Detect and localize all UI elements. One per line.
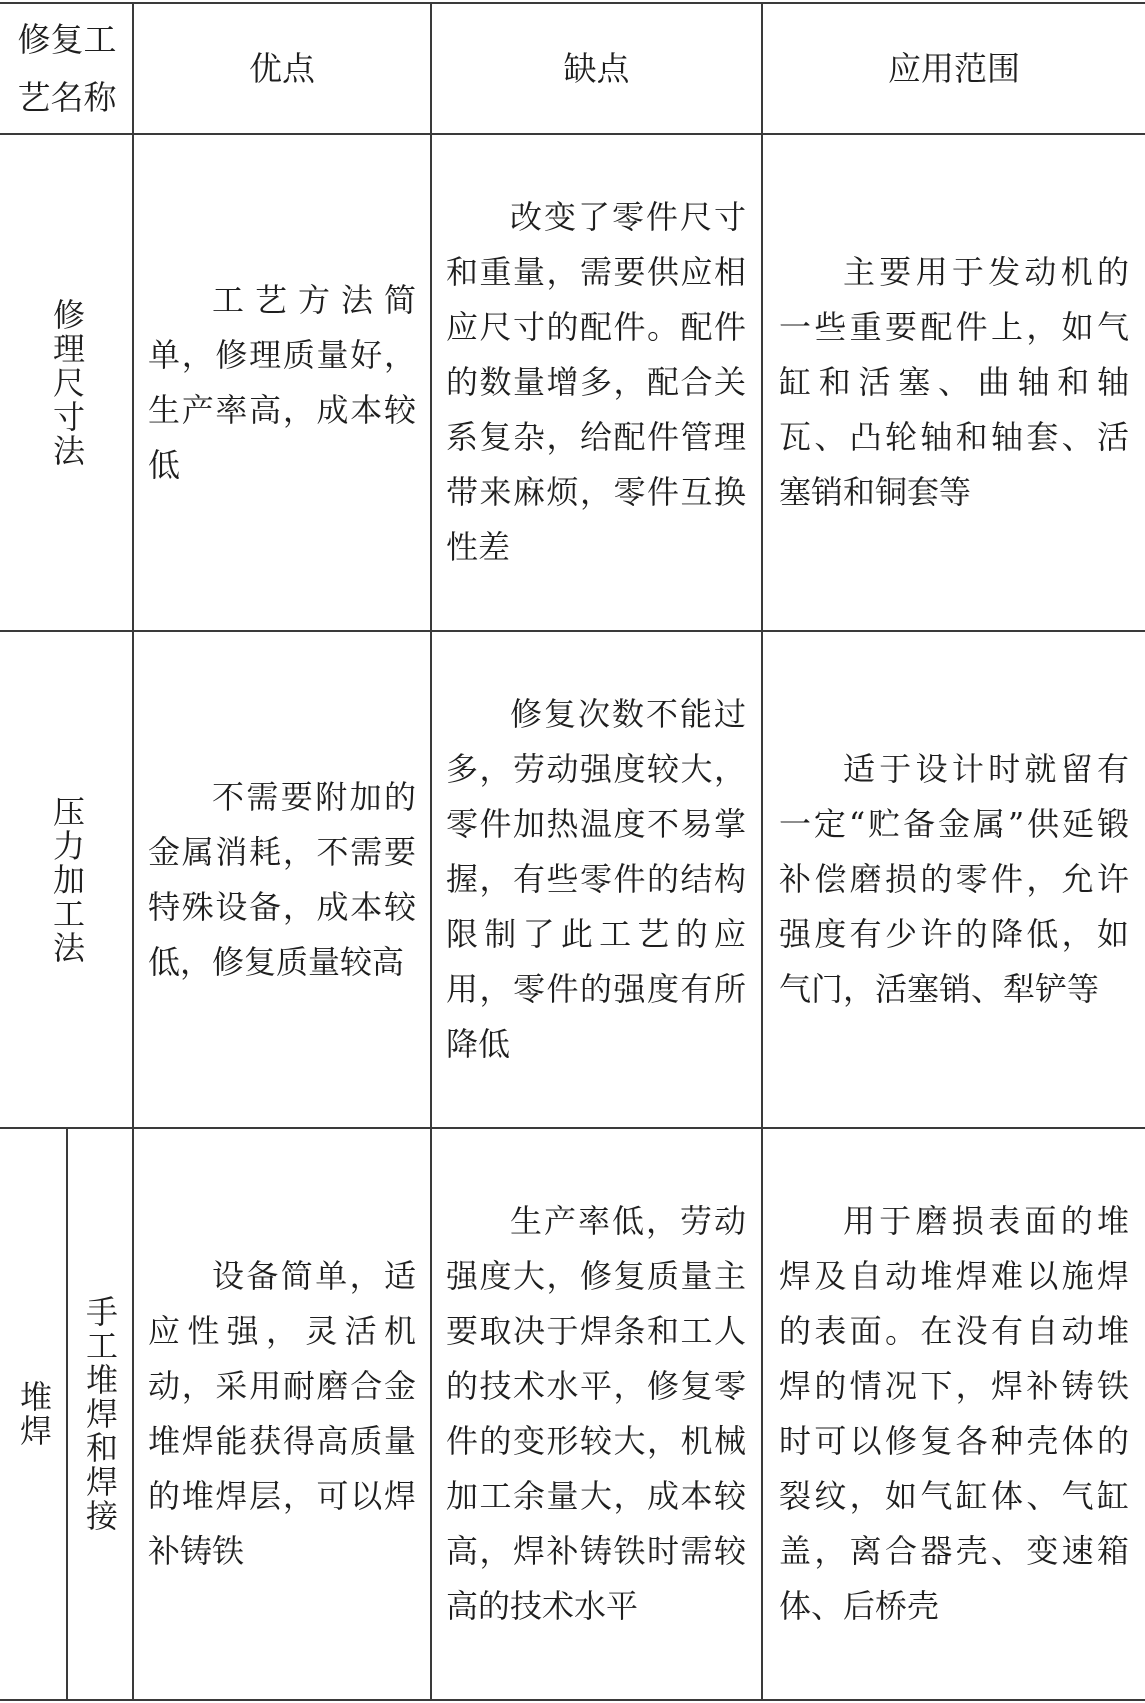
advantages-cell: [148, 135, 416, 630]
disadvantages-text: 改变了零件尺寸和重量，需要供应相应尺寸的配件。配件的数量增多，配合关系复杂，给配件管理带来麻烦，零件互换性差: [446, 198, 746, 566]
scope-cell: [779, 135, 1129, 630]
method-name: 手工堆焊和焊接: [81, 1295, 119, 1533]
header-cell: [2, 4, 132, 133]
disadvantages-text: 修复次数不能过多，劳动强度较大，零件加热温度不易掌握，有些零件的结构限制了此工艺的应用，零件的强度有所降低: [446, 695, 746, 1063]
table-rule: [761, 2, 763, 1701]
advantages-text: 不需要附加的金属消耗，不需要特殊设备，成本较低，修复质量较高: [148, 777, 416, 981]
scope-cell: [779, 1129, 1129, 1699]
group-cell: [2, 1129, 66, 1699]
advantages-text: 工艺方法简单，修理质量好，生产率高，成本较低: [148, 280, 416, 484]
method-name: 压力加工法: [48, 794, 86, 965]
scope-cell: [779, 632, 1129, 1127]
header-cell: [134, 4, 430, 133]
scope-text: 适于设计时就留有一定“贮备金属”供延锻补偿磨损的零件，允许强度有少许的降低，如气门，活塞销、犁铲等: [779, 750, 1129, 1008]
header-scope: 应用范围: [888, 48, 1020, 88]
advantages-text: 设备简单，适应性强，灵活机动，采用耐磨合金堆焊能获得高质量的堆焊层，可以焊补铸铁: [148, 1257, 416, 1570]
table-rule: [132, 2, 134, 1701]
header-cell: [432, 4, 761, 133]
group-name: 堆焊: [15, 1380, 53, 1448]
disadvantages-cell: [446, 632, 746, 1127]
disadvantages-cell: [446, 1129, 746, 1699]
disadvantages-cell: [446, 135, 746, 630]
advantages-cell: [148, 632, 416, 1127]
disadvantages-text: 生产率低，劳动强度大，修复质量主要取决于焊条和工人的技术水平，修复零件的变形较大，机械加工余量大，成本较高，焊补铸铁时需较高的技术水平: [446, 1202, 746, 1625]
table-row: [2, 632, 132, 1127]
table-row: [68, 1129, 132, 1699]
scope-text: 主要用于发动机的一些重要配件上，如气缸和活塞、曲轴和轴瓦、凸轮轴和轴套、活塞销和铜套等: [779, 253, 1129, 511]
header-cell: [763, 4, 1145, 133]
advantages-cell: [148, 1129, 416, 1699]
header-disadvantages: 缺点: [563, 48, 630, 88]
table-rule: [430, 2, 432, 1701]
header-advantages: 优点: [249, 48, 315, 88]
method-name: 修理尺寸法: [48, 297, 86, 468]
header-method-name: 修复工艺名称: [17, 19, 117, 117]
scope-text: 用于磨损表面的堆焊及自动堆焊难以施焊的表面。在没有自动堆焊的情况下，焊补铸铁时可以修复各种壳体的裂纹，如气缸体、气缸盖，离合器壳、变速箱体、后桥壳: [779, 1202, 1129, 1625]
table-rule: [0, 1699, 1145, 1701]
table-row: [2, 135, 132, 630]
